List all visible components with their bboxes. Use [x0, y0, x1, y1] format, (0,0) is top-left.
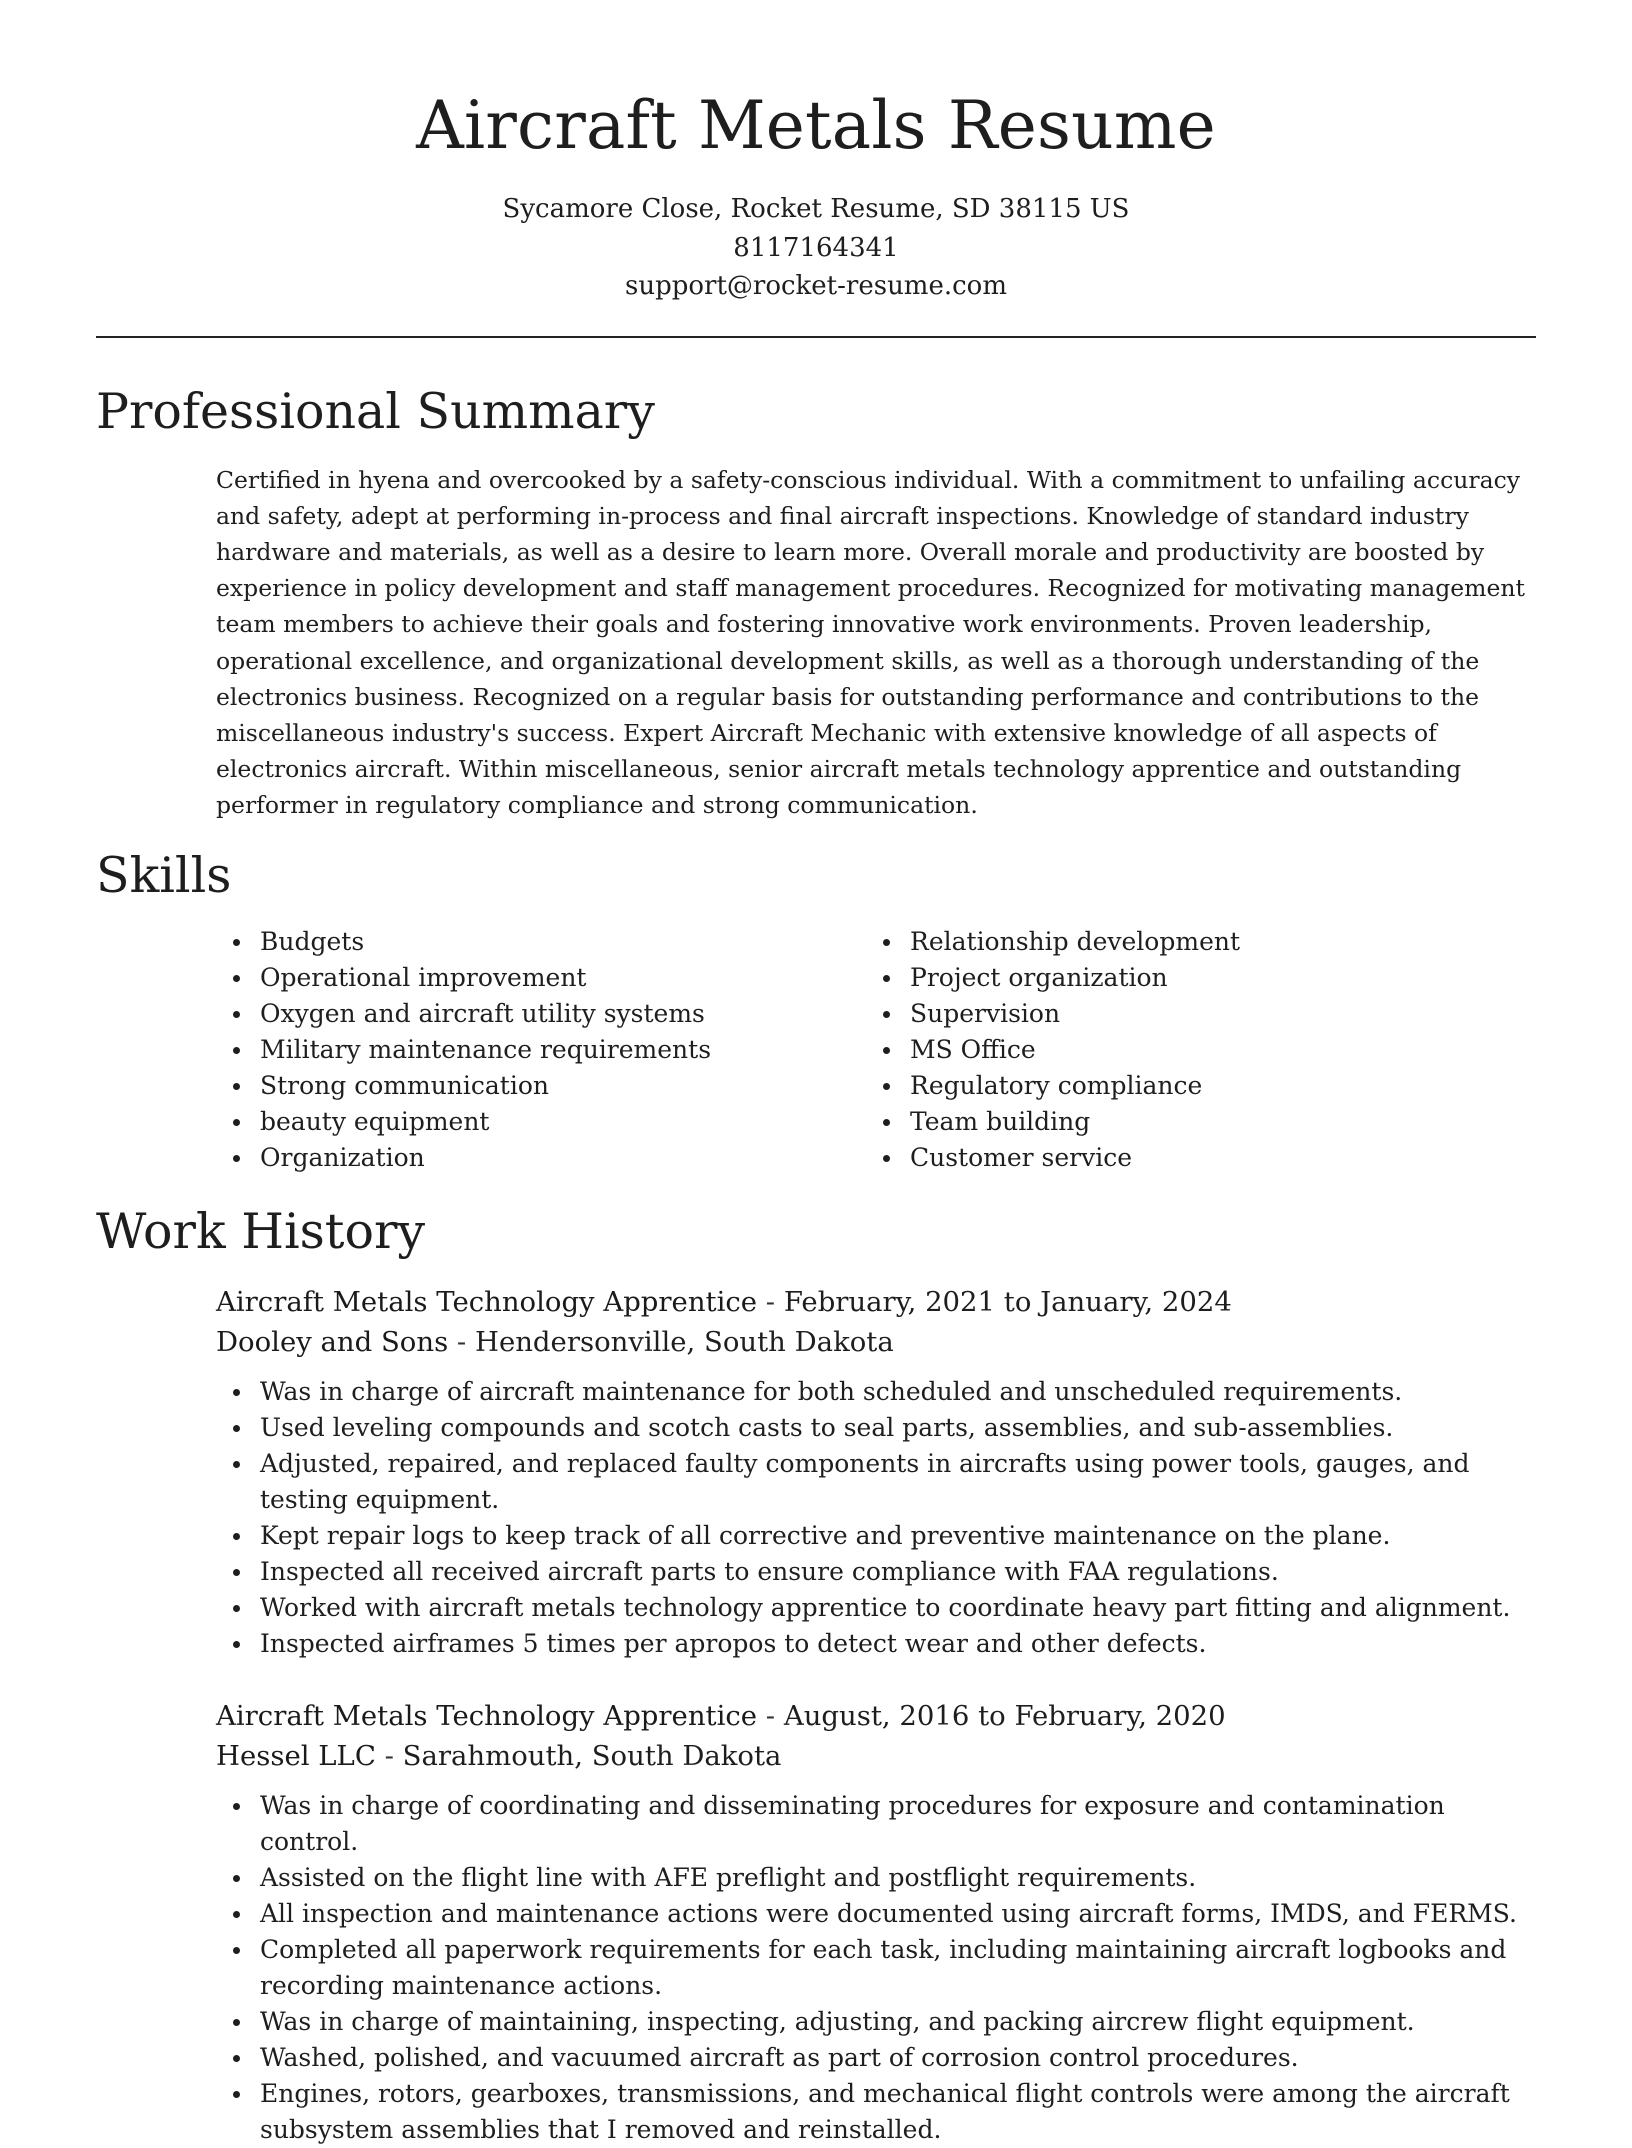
- header-divider: [96, 336, 1536, 338]
- skill-item: Organization: [216, 1140, 866, 1176]
- job-location: Hendersonville, South Dakota: [474, 1325, 894, 1358]
- job-company-line: [216, 1322, 1536, 1362]
- contact-address: Sycamore Close, Rocket Resume, SD 38115 US: [502, 194, 1130, 224]
- work-history-heading: Work History: [96, 1202, 426, 1260]
- resume-name: Aircraft Metals Resume: [416, 87, 1216, 164]
- job-title-line: [216, 1696, 1536, 1736]
- work-history-list: [96, 1282, 1536, 2148]
- skill-item: Budgets: [216, 924, 866, 960]
- job-dates: February, 2021 to January, 2024: [783, 1285, 1232, 1318]
- skill-item: beauty equipment: [216, 1104, 866, 1140]
- skill-item: Oxygen and aircraft utility systems: [216, 996, 866, 1032]
- skill-item: Regulatory compliance: [866, 1068, 1516, 1104]
- job-role: Aircraft Metals Technology Apprentice: [216, 1285, 758, 1318]
- job-duty-item: Used leveling compounds and scotch casts to seal parts, assemblies, and sub-assemblies.: [216, 1410, 1536, 1446]
- job-location: Sarahmouth, South Dakota: [402, 1739, 782, 1772]
- job-separator: -: [757, 1285, 784, 1318]
- job-entry: [216, 1696, 1536, 2148]
- resume-page: [96, 0, 1536, 2148]
- job-entry: [216, 1282, 1536, 1662]
- job-dates: August, 2016 to February, 2020: [783, 1699, 1226, 1732]
- skill-item: Military maintenance requirements: [216, 1032, 866, 1068]
- summary-text: Certified in hyena and overcooked by a safety-conscious individual. With a commitment to unfailing accuracy and safety, adept at performing in-process and final aircraft inspections. Knowledge of standard industry hardware and materials, as well as a desire to learn more. Overall morale and productivity are boosted by experience in policy development and staff management procedures. Recognized for motivating management team members to achieve their goals and fostering innovative work environments. Proven leadership, operational excellence, and organizational development skills, as well as a thorough understanding of the electronics business. Recognized on a regular basis for outstanding performance and contributions to the miscellaneous industry's success. Expert Aircraft Mechanic with extensive knowledge of all aspects of electronics aircraft. Within miscellaneous, senior aircraft metals technology apprentice and outstanding performer in regulatory compliance and strong communication.: [216, 465, 1525, 820]
- job-duty-item: Inspected airframes 5 times per apropos to detect wear and other defects.: [216, 1626, 1536, 1662]
- skills-list-left: [216, 924, 866, 1176]
- summary-heading: Professional Summary: [96, 382, 655, 440]
- job-duty-item: Kept repair logs to keep track of all corrective and preventive maintenance on the plane.: [216, 1518, 1536, 1554]
- job-duties: [216, 1788, 1536, 2148]
- skills-columns: [216, 924, 1536, 1176]
- contact-email: support@rocket-resume.com: [624, 271, 1007, 301]
- job-company: Dooley and Sons: [216, 1325, 449, 1358]
- job-duty-item: Washed, polished, and vacuumed aircraft as part of corrosion control procedures.: [216, 2040, 1536, 2076]
- job-duty-item: Was in charge of aircraft maintenance for both scheduled and unscheduled requirements.: [216, 1374, 1536, 1410]
- job-separator: -: [375, 1739, 403, 1772]
- resume-header: [96, 0, 1536, 338]
- job-duty-item: Adjusted, repaired, and replaced faulty components in aircrafts using power tools, gauges, and testing equipment.: [216, 1446, 1536, 1518]
- job-duty-item: Assisted on the flight line with AFE preflight and postflight requirements.: [216, 1860, 1536, 1896]
- contact-block: [96, 190, 1536, 306]
- job-duty-item: Worked with aircraft metals technology apprentice to coordinate heavy part fitting and alignment.: [216, 1590, 1536, 1626]
- contact-phone: 8117164341: [733, 232, 899, 263]
- skill-item: Relationship development: [866, 924, 1516, 960]
- job-duties: [216, 1374, 1536, 1662]
- skill-item: Team building: [866, 1104, 1516, 1140]
- job-company: Hessel LLC: [216, 1739, 376, 1772]
- skill-item: Customer service: [866, 1140, 1516, 1176]
- job-role: Aircraft Metals Technology Apprentice: [216, 1699, 758, 1732]
- job-separator: -: [448, 1325, 475, 1358]
- job-title-line: [216, 1282, 1536, 1322]
- skill-item: Strong communication: [216, 1068, 866, 1104]
- job-duty-item: All inspection and maintenance actions were documented using aircraft forms, IMDS, and FERMS.: [216, 1896, 1536, 1932]
- job-duty-item: Engines, rotors, gearboxes, transmissions, and mechanical flight controls were among the aircraft subsystem assemblies that I removed and reinstalled.: [216, 2076, 1536, 2148]
- job-duty-item: Inspected all received aircraft parts to ensure compliance with FAA regulations.: [216, 1554, 1536, 1590]
- job-duty-item: Was in charge of coordinating and disseminating procedures for exposure and contamination control.: [216, 1788, 1536, 1860]
- job-duty-item: Completed all paperwork requirements for each task, including maintaining aircraft logbooks and recording maintenance actions.: [216, 1932, 1536, 2004]
- job-separator: -: [757, 1699, 784, 1732]
- skill-item: Operational improvement: [216, 960, 866, 996]
- skill-item: Project organization: [866, 960, 1516, 996]
- skills-heading: Skills: [96, 846, 232, 904]
- skill-item: Supervision: [866, 996, 1516, 1032]
- job-company-line: [216, 1736, 1536, 1776]
- skills-list-right: [866, 924, 1516, 1176]
- skill-item: MS Office: [866, 1032, 1516, 1068]
- job-duty-item: Was in charge of maintaining, inspecting, adjusting, and packing aircrew flight equipment.: [216, 2004, 1536, 2040]
